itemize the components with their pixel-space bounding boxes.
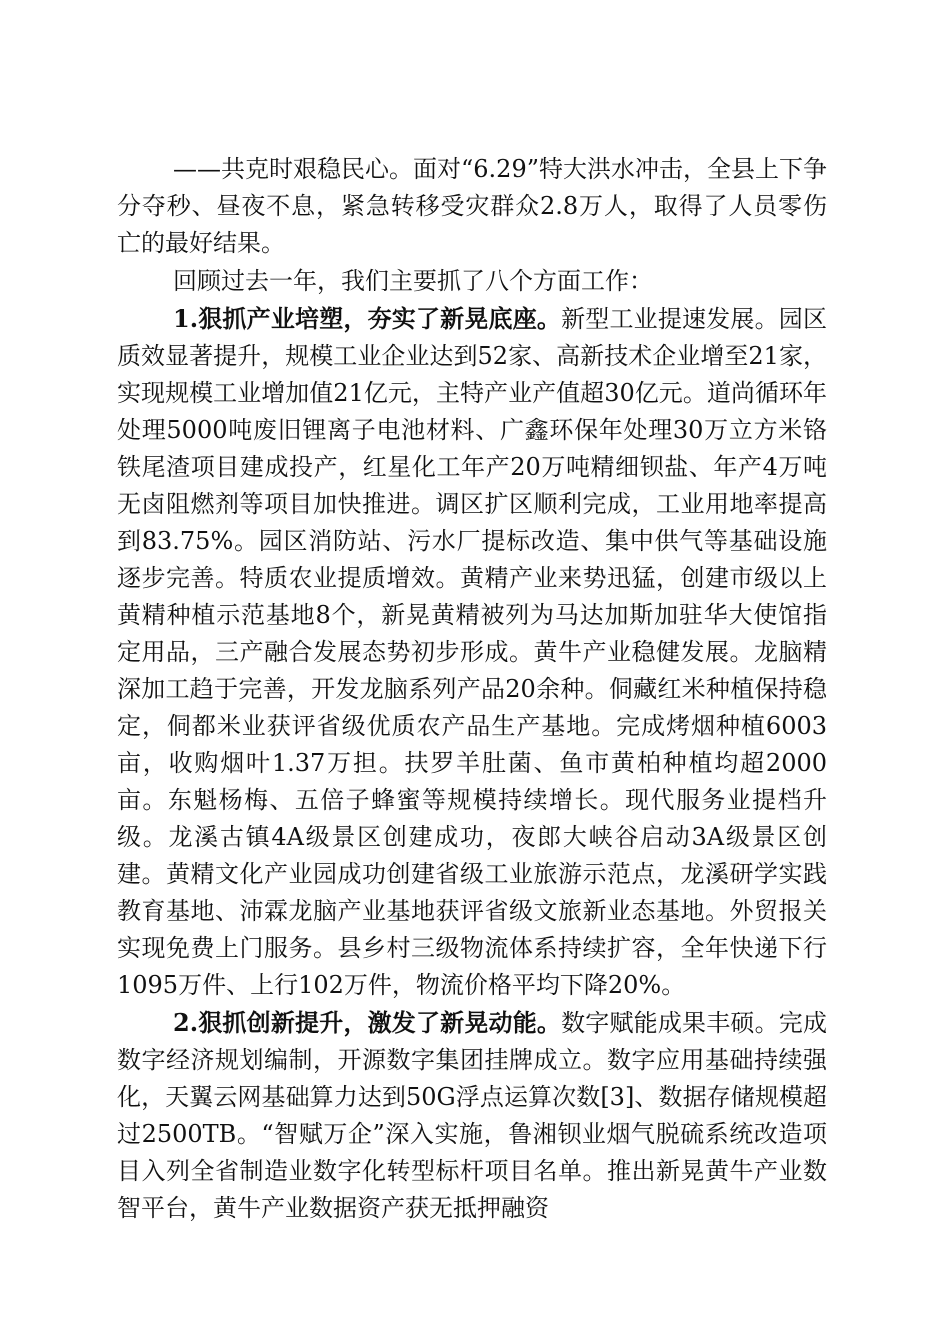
paragraph-text: 回顾过去一年，我们主要抓了八个方面工作： <box>173 267 653 295</box>
paragraph-review-intro <box>117 262 827 300</box>
paragraph-text: 数字赋能成果丰硕。完成数字经济规划编制，开源数字集团挂牌成立。数字应用基础持续强化，天翼云网基础算力达到50G浮点运算次数[3]、数据存储规模超过2500TB。“智赋万企”深入实施，鲁湘钡业烟气脱硫系统改造项目入列全省制造业数字化转型标杆项目名单。推出新晃黄牛产业数智平台，黄牛产业数据资产获无抵押融资 <box>117 1009 827 1222</box>
paragraph-flood-response <box>117 150 827 262</box>
document-body <box>117 150 827 1227</box>
paragraph-industry <box>117 300 827 1004</box>
paragraph-lead-heading: 2.狠抓创新提升，激发了新晃动能。 <box>173 1008 562 1037</box>
paragraph-innovation <box>117 1004 827 1227</box>
paragraph-text: ——共克时艰稳民心。面对“6.29”特大洪水冲击，全县上下争分夺秒、昼夜不息，紧急转移受灾群众2.8万人，取得了人员零伤亡的最好结果。 <box>117 155 827 257</box>
paragraph-lead-heading: 1.狠抓产业培塑，夯实了新晃底座。 <box>173 304 562 333</box>
paragraph-text: 新型工业提速发展。园区质效显著提升，规模工业企业达到52家、高新技术企业增至21家，实现规模工业增加值21亿元，主特产业产值超30亿元。道尚循环年处理5000吨废旧锂离子电池材料、广鑫环保年处理30万立方米铬铁尾渣项目建成投产，红星化工年产20万吨精细钡盐、年产4万吨无卤阻燃剂等项目加快推进。调区扩区顺利完成，工业用地率提高到83.75%。园区消防站、污水厂提标改造、集中供气等基础设施逐步完善。特质农业提质增效。黄精产业来势迅猛，创建市级以上黄精种植示范基地8个，新晃黄精被列为马达加斯加驻华大使馆指定用品，三产融合发展态势初步形成。黄牛产业稳健发展。龙脑精深加工趋于完善，开发龙脑系列产品20余种。侗藏红米种植保持稳定，侗都米业获评省级优质农产品生产基地。完成烤烟种植6003亩，收购烟叶1.37万担。扶罗羊肚菌、鱼市黄柏种植均超2000亩。东魁杨梅、五倍子蜂蜜等规模持续增长。现代服务业提档升级。龙溪古镇4A级景区创建成功，夜郎大峡谷启动3A级景区创建。黄精文化产业园成功创建省级工业旅游示范点，龙溪研学实践教育基地、沛霖龙脑产业基地获评省级文旅新业态基地。外贸报关实现免费上门服务。县乡村三级物流体系持续扩容，全年快递下行1095万件、上行102万件，物流价格平均下降20%。 <box>117 305 827 999</box>
